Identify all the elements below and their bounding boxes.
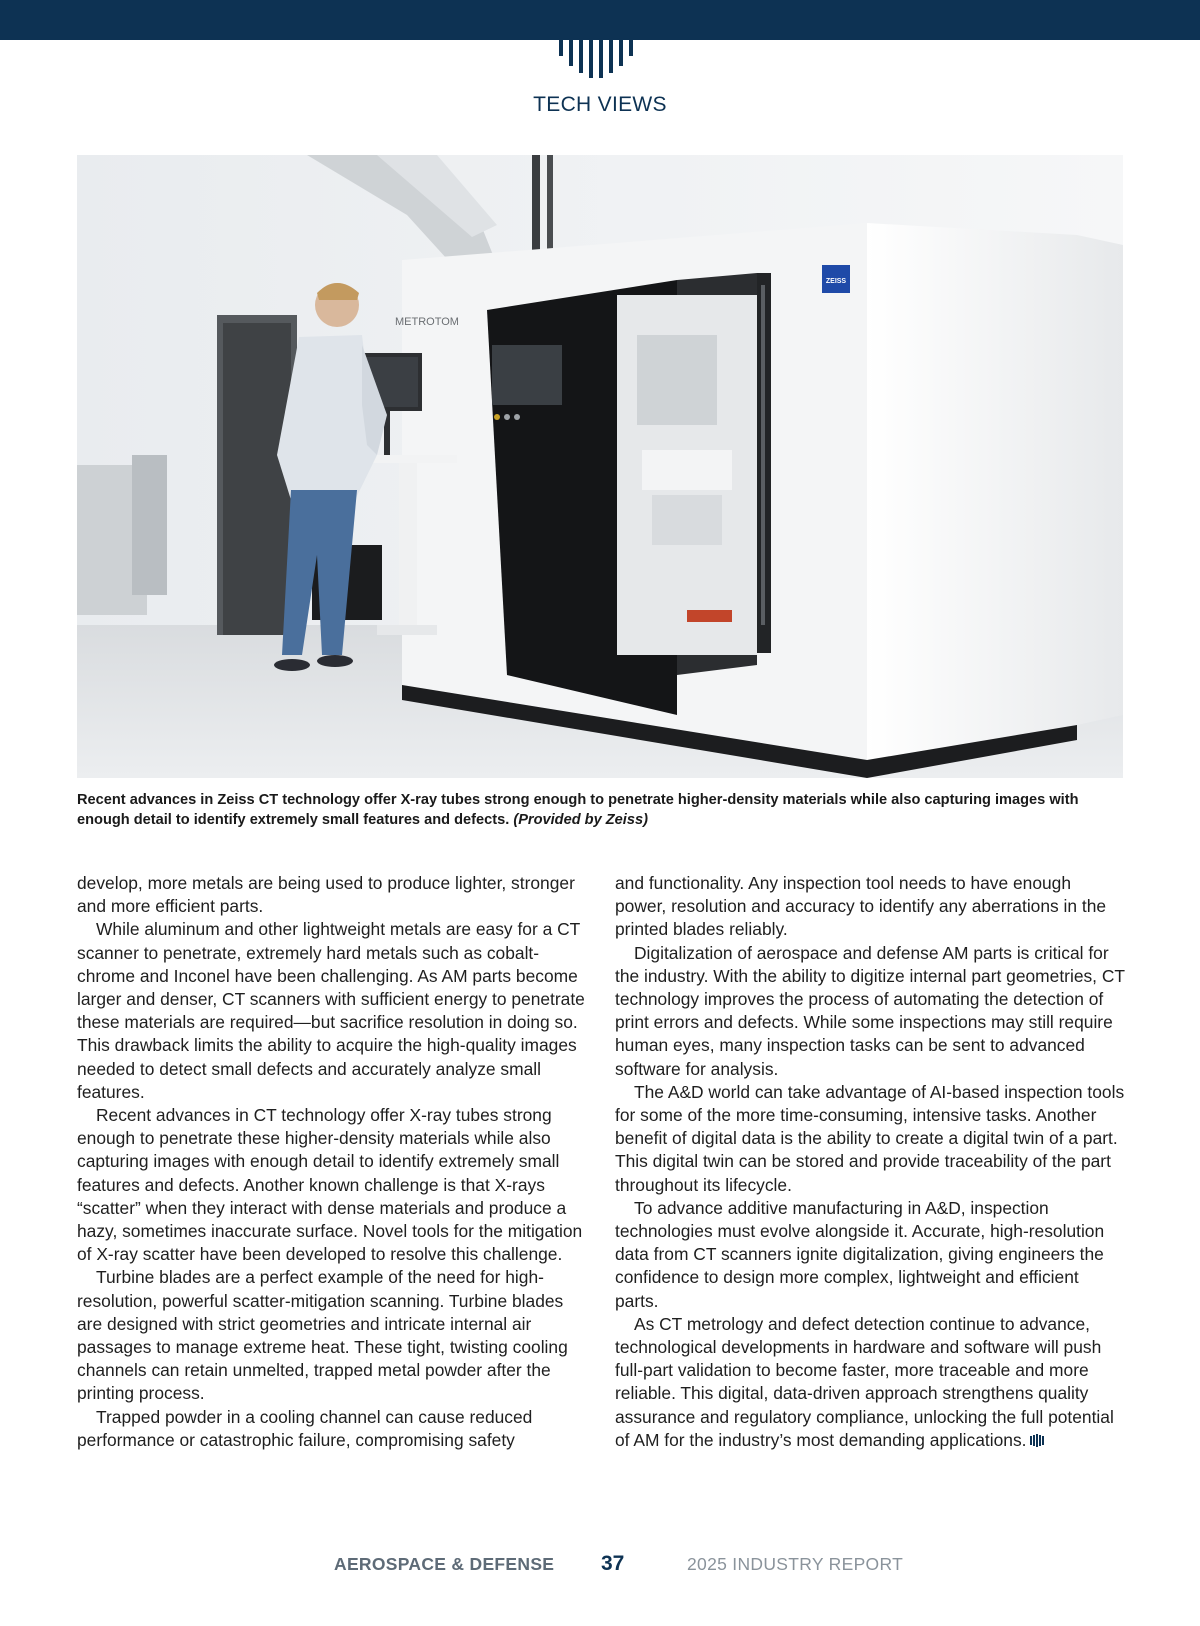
stripes-logo-icon	[559, 40, 641, 78]
page-number: 37	[601, 1552, 625, 1575]
section-title: TECH VIEWS	[533, 93, 667, 116]
paragraph: To advance additive manufacturing in A&D, inspection technologies must evolve alongside it. Accurate, high-resolution data from CT scanners ignite digitalization, giving engineers the confidence to design more complex, lightweight and efficient parts.	[615, 1197, 1105, 1311]
article-column-left	[77, 872, 587, 1452]
metrotom-label: METROTOM	[395, 316, 459, 328]
paragraph: The A&D world can take advantage of AI-based inspection tools for some of the more time-consuming, intensive tasks. Another benefit of digital data is the ability to create a digital twin of a part. This digital twin can be stored and provide traceability of the part throughout its lifecycle.	[615, 1081, 1125, 1195]
paragraph: While aluminum and other lightweight metals are easy for a CT scanner to penetrate, extremely hard metals such as cobalt-chrome and Inconel have been challenging. As AM parts become larger and denser, CT scanners with sufficient energy to penetrate these materials are required—but sacrifice resolution in doing so. This drawback limits the ability to acquire the high-quality images needed to detect small defects and accurately analyze small features.	[77, 919, 585, 1102]
zeiss-logo: ZEISS	[825, 278, 847, 285]
paragraph: Turbine blades are a perfect example of the need for high-resolution, powerful scatter-mitigation scanning. Turbine blades are designed with strict geometries and intricate internal air passages to manage extreme heat. These tight, twisting cooling channels can retain unmelted, trapped metal powder after the printing process.	[77, 1267, 568, 1404]
top-header-bar	[0, 0, 1200, 40]
publication-name: AEROSPACE & DEFENSE	[334, 1554, 555, 1574]
paragraph-last	[615, 1313, 1125, 1452]
paragraph: Trapped powder in a cooling channel can cause reduced performance or catastrophic failure, compromising safety	[77, 1406, 533, 1450]
paragraph: Recent advances in CT technology offer X-ray tubes strong enough to penetrate these higher-density materials while also capturing images with enough detail to identify extremely small features and defects. Another known challenge is that X-rays “scatter” when they interact with dense materials and produce a hazy, sometimes inaccurate surface. Novel tools for the mitigation of X-ray scatter have been developed to resolve this challenge.	[77, 1105, 583, 1265]
page-footer	[0, 1551, 1200, 1577]
paragraph: and functionality. Any inspection tool needs to have enough power, resolution and accuracy to identify any aberrations in the printed blades reliably.	[615, 873, 1107, 940]
end-of-article-icon	[1030, 1434, 1044, 1448]
photo-caption	[77, 790, 1123, 830]
caption-text: Recent advances in Zeiss CT technology offer X-ray tubes strong enough to penetrate higher-density materials while also capturing images with enough detail to identify extremely small features and defects.	[77, 792, 1079, 828]
report-title: 2025 INDUSTRY REPORT	[687, 1554, 904, 1574]
caption-credit: (Provided by Zeiss)	[513, 812, 648, 828]
paragraph-text: As CT metrology and defect detection continue to advance, technological developments in hardware and software will push full-part validation to become faster, more traceable and more reliable. This digital, data-driven approach strengthens quality assurance and regulatory compliance, unlocking the full potential of AM for the industry’s most demanding applications.	[615, 1313, 1114, 1450]
ct-scanner-photo	[77, 155, 1123, 778]
paragraph: develop, more metals are being used to produce lighter, stronger and more efficient parts.	[77, 873, 575, 917]
paragraph: Digitalization of aerospace and defense AM parts is critical for the industry. With the ability to digitize internal part geometries, CT technology improves the process of automating the detection of print errors and defects. While some inspections may still require human eyes, many inspection tasks can be sent to advanced software for analysis.	[615, 942, 1125, 1079]
article-column-right	[615, 872, 1125, 1452]
